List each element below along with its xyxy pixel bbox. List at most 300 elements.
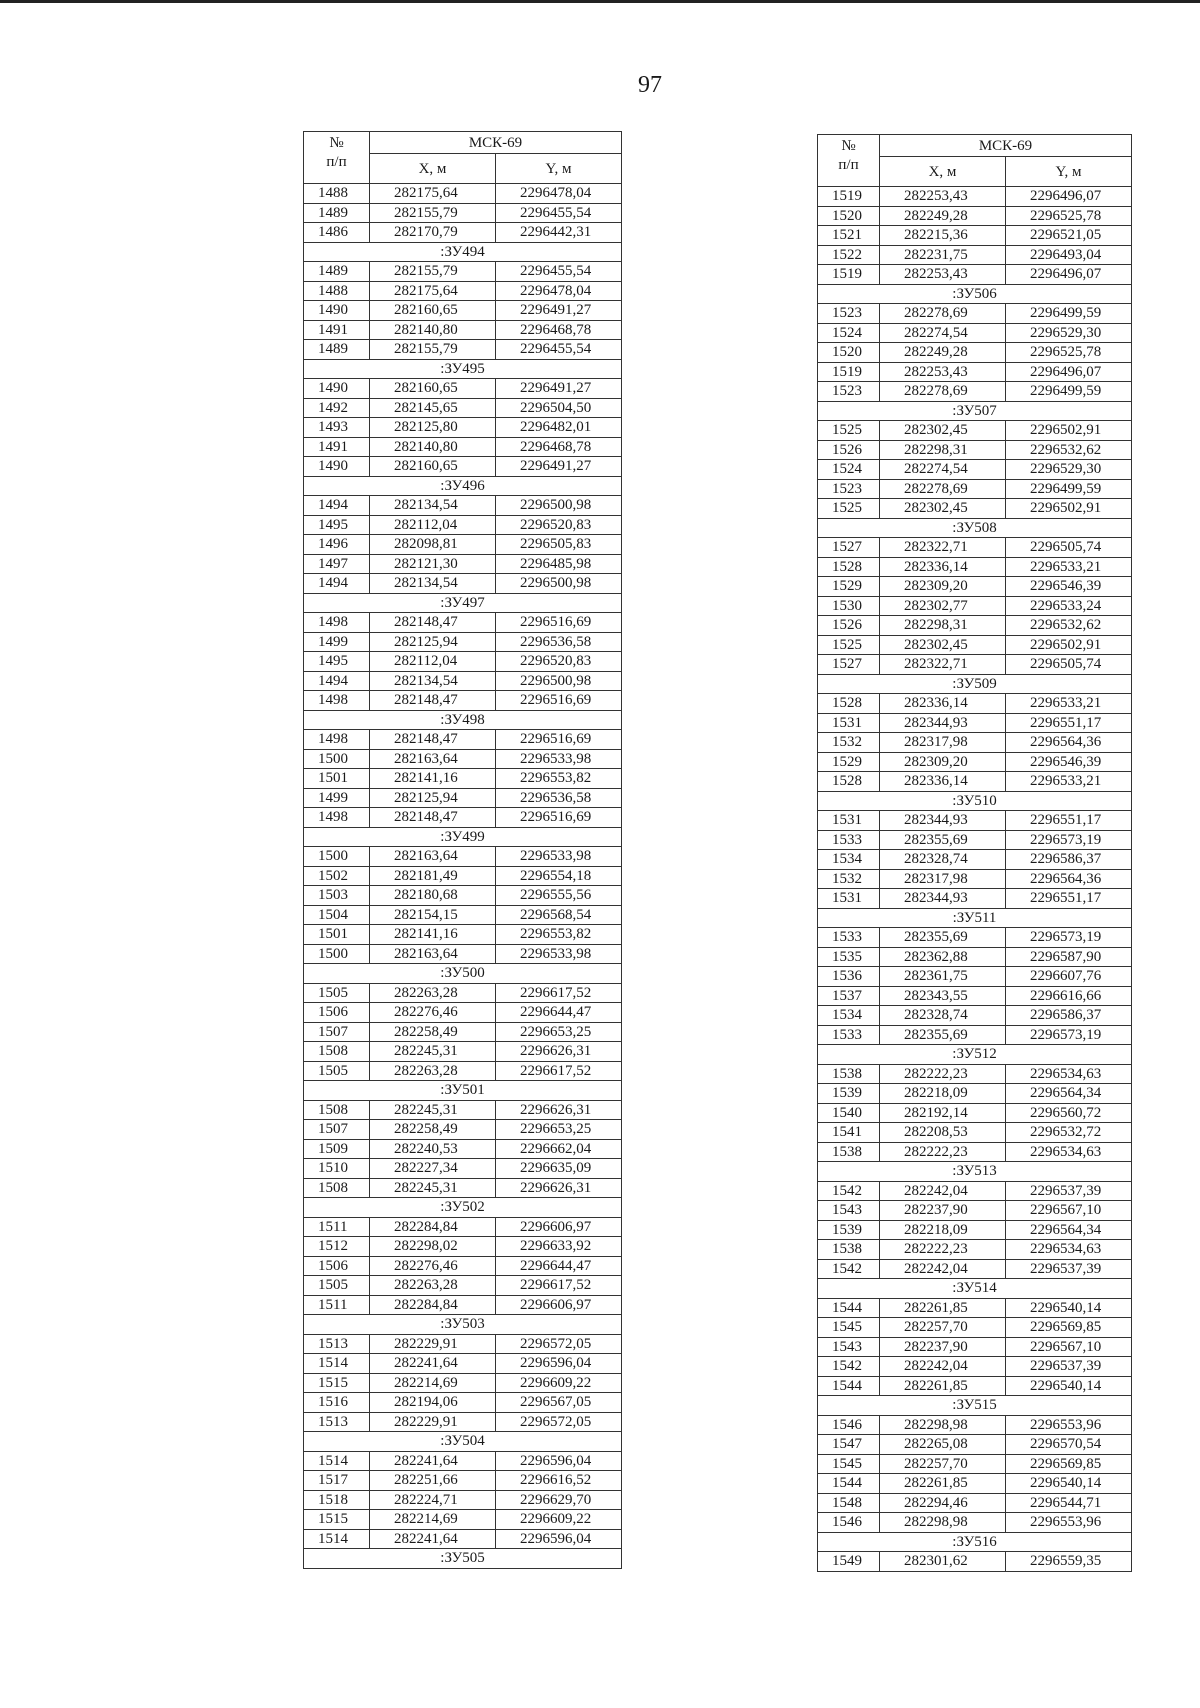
y-coordinate-cell: 2296564,36 bbox=[1006, 733, 1132, 753]
x-coordinate-cell: 282098,81 bbox=[370, 535, 496, 555]
section-row bbox=[304, 1432, 622, 1452]
x-coordinate-cell: 282125,94 bbox=[370, 788, 496, 808]
x-coordinate-cell: 282251,66 bbox=[370, 1471, 496, 1491]
point-number-cell: 1508 bbox=[304, 1042, 370, 1062]
table-row bbox=[818, 869, 1132, 889]
table-row bbox=[818, 323, 1132, 343]
section-row bbox=[818, 1162, 1132, 1182]
parcel-label: :ЗУ516 bbox=[818, 1532, 1132, 1552]
x-coordinate-cell: 282298,98 bbox=[880, 1415, 1006, 1435]
y-coordinate-cell: 2296521,05 bbox=[1006, 226, 1132, 246]
table-row bbox=[304, 320, 622, 340]
y-coordinate-cell: 2296533,21 bbox=[1006, 772, 1132, 792]
x-coordinate-cell: 282121,30 bbox=[370, 554, 496, 574]
parcel-label: :ЗУ510 bbox=[818, 791, 1132, 811]
point-number-cell: 1528 bbox=[818, 557, 880, 577]
y-coordinate-cell: 2296499,59 bbox=[1006, 382, 1132, 402]
point-number-cell: 1526 bbox=[818, 440, 880, 460]
point-number-cell: 1531 bbox=[818, 713, 880, 733]
x-coordinate-cell: 282336,14 bbox=[880, 772, 1006, 792]
x-coordinate-cell: 282253,43 bbox=[880, 362, 1006, 382]
y-coordinate-cell: 2296606,97 bbox=[496, 1217, 622, 1237]
table-row bbox=[304, 457, 622, 477]
point-number-cell: 1500 bbox=[304, 749, 370, 769]
x-coordinate-cell: 282261,85 bbox=[880, 1298, 1006, 1318]
x-coordinate-cell: 282344,93 bbox=[880, 889, 1006, 909]
y-coordinate-cell: 2296537,39 bbox=[1006, 1181, 1132, 1201]
point-number-cell: 1519 bbox=[818, 187, 880, 207]
table-row bbox=[818, 1493, 1132, 1513]
y-coordinate-cell: 2296533,24 bbox=[1006, 596, 1132, 616]
table-row bbox=[304, 223, 622, 243]
x-coordinate-cell: 282145,65 bbox=[370, 398, 496, 418]
x-coordinate-cell: 282160,65 bbox=[370, 379, 496, 399]
x-coordinate-cell: 282309,20 bbox=[880, 752, 1006, 772]
table-row bbox=[304, 1120, 622, 1140]
table-row bbox=[304, 301, 622, 321]
point-number-cell: 1508 bbox=[304, 1178, 370, 1198]
table-row bbox=[304, 1276, 622, 1296]
x-coordinate-cell: 282302,45 bbox=[880, 499, 1006, 519]
table-row bbox=[304, 515, 622, 535]
x-coordinate-cell: 282336,14 bbox=[880, 694, 1006, 714]
table-row bbox=[818, 1084, 1132, 1104]
y-coordinate-cell: 2296559,35 bbox=[1006, 1552, 1132, 1572]
x-coordinate-cell: 282218,09 bbox=[880, 1084, 1006, 1104]
y-coordinate-cell: 2296455,54 bbox=[496, 203, 622, 223]
parcel-label: :ЗУ505 bbox=[304, 1549, 622, 1569]
table-row bbox=[818, 226, 1132, 246]
section-row bbox=[818, 674, 1132, 694]
table-row bbox=[818, 1064, 1132, 1084]
point-number-cell: 1504 bbox=[304, 905, 370, 925]
x-coordinate-cell: 282328,74 bbox=[880, 850, 1006, 870]
x-coordinate-cell: 282284,84 bbox=[370, 1295, 496, 1315]
y-coordinate-cell: 2296586,37 bbox=[1006, 1006, 1132, 1026]
point-number-cell: 1545 bbox=[818, 1454, 880, 1474]
point-number-cell: 1500 bbox=[304, 944, 370, 964]
y-coordinate-cell: 2296516,69 bbox=[496, 613, 622, 633]
table-row bbox=[818, 713, 1132, 733]
table-row bbox=[818, 1376, 1132, 1396]
y-coordinate-cell: 2296606,97 bbox=[496, 1295, 622, 1315]
x-coordinate-cell: 282245,31 bbox=[370, 1178, 496, 1198]
point-number-cell: 1525 bbox=[818, 635, 880, 655]
y-coordinate-cell: 2296533,98 bbox=[496, 847, 622, 867]
point-number-cell: 1534 bbox=[818, 1006, 880, 1026]
point-number-cell: 1538 bbox=[818, 1240, 880, 1260]
parcel-label: :ЗУ512 bbox=[818, 1045, 1132, 1065]
point-number-cell: 1488 bbox=[304, 184, 370, 204]
point-number-cell: 1535 bbox=[818, 947, 880, 967]
table-row bbox=[818, 440, 1132, 460]
section-row bbox=[818, 1279, 1132, 1299]
x-coordinate-cell: 282155,79 bbox=[370, 203, 496, 223]
table-row bbox=[818, 1474, 1132, 1494]
x-coordinate-cell: 282218,09 bbox=[880, 1220, 1006, 1240]
x-coordinate-cell: 282241,64 bbox=[370, 1451, 496, 1471]
point-number-cell: 1533 bbox=[818, 830, 880, 850]
y-coordinate-cell: 2296596,04 bbox=[496, 1529, 622, 1549]
table-row bbox=[304, 398, 622, 418]
y-coordinate-cell: 2296478,04 bbox=[496, 184, 622, 204]
point-number-cell: 1498 bbox=[304, 730, 370, 750]
table-row bbox=[304, 281, 622, 301]
parcel-label: :ЗУ503 bbox=[304, 1315, 622, 1335]
point-number-cell: 1494 bbox=[304, 671, 370, 691]
table-row bbox=[818, 1318, 1132, 1338]
y-coordinate-cell: 2296573,19 bbox=[1006, 928, 1132, 948]
point-number-cell: 1486 bbox=[304, 223, 370, 243]
table-row bbox=[818, 577, 1132, 597]
x-coordinate-cell: 282249,28 bbox=[880, 343, 1006, 363]
section-row bbox=[818, 518, 1132, 538]
point-number-cell: 1507 bbox=[304, 1120, 370, 1140]
point-number-cell: 1522 bbox=[818, 245, 880, 265]
table-row bbox=[818, 499, 1132, 519]
y-coordinate-cell: 2296496,07 bbox=[1006, 362, 1132, 382]
point-number-cell: 1514 bbox=[304, 1529, 370, 1549]
table-row bbox=[818, 1357, 1132, 1377]
table-row bbox=[818, 245, 1132, 265]
y-coordinate-cell: 2296500,98 bbox=[496, 496, 622, 516]
y-coordinate-cell: 2296633,92 bbox=[496, 1237, 622, 1257]
point-number-cell: 1529 bbox=[818, 752, 880, 772]
point-number-cell: 1510 bbox=[304, 1159, 370, 1179]
section-row bbox=[818, 908, 1132, 928]
y-coordinate-cell: 2296609,22 bbox=[496, 1373, 622, 1393]
x-coordinate-cell: 282355,69 bbox=[880, 928, 1006, 948]
y-coordinate-cell: 2296529,30 bbox=[1006, 323, 1132, 343]
x-coordinate-cell: 282241,64 bbox=[370, 1354, 496, 1374]
x-coordinate-cell: 282263,28 bbox=[370, 1061, 496, 1081]
point-number-cell: 1532 bbox=[818, 869, 880, 889]
point-number-cell: 1501 bbox=[304, 769, 370, 789]
table-row bbox=[818, 421, 1132, 441]
point-number-cell: 1501 bbox=[304, 925, 370, 945]
y-coordinate-cell: 2296551,17 bbox=[1006, 713, 1132, 733]
y-coordinate-cell: 2296520,83 bbox=[496, 652, 622, 672]
table-row bbox=[818, 460, 1132, 480]
table-row bbox=[304, 1100, 622, 1120]
x-coordinate-cell: 282344,93 bbox=[880, 811, 1006, 831]
point-number-cell: 1512 bbox=[304, 1237, 370, 1257]
table-row bbox=[304, 866, 622, 886]
x-coordinate-cell: 282180,68 bbox=[370, 886, 496, 906]
point-number-cell: 1525 bbox=[818, 499, 880, 519]
y-coordinate-cell: 2296516,69 bbox=[496, 730, 622, 750]
table-row bbox=[304, 1334, 622, 1354]
x-coordinate-cell: 282249,28 bbox=[880, 206, 1006, 226]
coordinates-table-left bbox=[303, 131, 622, 1569]
y-coordinate-cell: 2296502,91 bbox=[1006, 499, 1132, 519]
x-column-header: X, м bbox=[880, 157, 1006, 187]
y-coordinate-cell: 2296499,59 bbox=[1006, 304, 1132, 324]
x-coordinate-cell: 282309,20 bbox=[880, 577, 1006, 597]
table-row bbox=[818, 1103, 1132, 1123]
table-row bbox=[818, 206, 1132, 226]
x-coordinate-cell: 282298,31 bbox=[880, 616, 1006, 636]
point-number-cell: 1546 bbox=[818, 1415, 880, 1435]
table-row bbox=[304, 1022, 622, 1042]
y-coordinate-cell: 2296607,76 bbox=[1006, 967, 1132, 987]
y-coordinate-cell: 2296534,63 bbox=[1006, 1240, 1132, 1260]
point-number-cell: 1531 bbox=[818, 811, 880, 831]
x-coordinate-cell: 282237,90 bbox=[880, 1201, 1006, 1221]
table-row bbox=[304, 1451, 622, 1471]
x-coordinate-cell: 282155,79 bbox=[370, 340, 496, 360]
y-coordinate-cell: 2296551,17 bbox=[1006, 889, 1132, 909]
x-coordinate-cell: 282229,91 bbox=[370, 1412, 496, 1432]
point-number-cell: 1490 bbox=[304, 301, 370, 321]
table-row bbox=[304, 944, 622, 964]
parcel-label: :ЗУ499 bbox=[304, 827, 622, 847]
x-coordinate-cell: 282245,31 bbox=[370, 1100, 496, 1120]
point-number-cell: 1519 bbox=[818, 265, 880, 285]
table-row bbox=[304, 983, 622, 1003]
x-coordinate-cell: 282253,43 bbox=[880, 265, 1006, 285]
x-coordinate-cell: 282148,47 bbox=[370, 613, 496, 633]
table-row bbox=[818, 1552, 1132, 1572]
table-row bbox=[304, 574, 622, 594]
point-number-cell: 1494 bbox=[304, 574, 370, 594]
y-coordinate-cell: 2296626,31 bbox=[496, 1178, 622, 1198]
point-number-cell: 1546 bbox=[818, 1513, 880, 1533]
y-coordinate-cell: 2296455,54 bbox=[496, 262, 622, 282]
parcel-label: :ЗУ496 bbox=[304, 476, 622, 496]
y-coordinate-cell: 2296609,22 bbox=[496, 1510, 622, 1530]
y-coordinate-cell: 2296596,04 bbox=[496, 1451, 622, 1471]
table-row bbox=[304, 730, 622, 750]
x-coordinate-cell: 282222,23 bbox=[880, 1142, 1006, 1162]
point-number-cell: 1513 bbox=[304, 1412, 370, 1432]
y-coordinate-cell: 2296478,04 bbox=[496, 281, 622, 301]
point-number-cell: 1528 bbox=[818, 772, 880, 792]
x-coordinate-cell: 282328,74 bbox=[880, 1006, 1006, 1026]
coordinate-system-header: МСК-69 bbox=[880, 135, 1132, 157]
point-number-cell: 1543 bbox=[818, 1201, 880, 1221]
top-rule bbox=[0, 0, 1200, 3]
point-number-cell: 1495 bbox=[304, 652, 370, 672]
point-number-cell: 1523 bbox=[818, 382, 880, 402]
point-number-cell: 1514 bbox=[304, 1354, 370, 1374]
point-number-cell: 1548 bbox=[818, 1493, 880, 1513]
section-row bbox=[818, 284, 1132, 304]
x-coordinate-cell: 282257,70 bbox=[880, 1454, 1006, 1474]
y-coordinate-cell: 2296567,10 bbox=[1006, 1337, 1132, 1357]
section-row bbox=[304, 1198, 622, 1218]
table-row bbox=[818, 1142, 1132, 1162]
table-row bbox=[818, 538, 1132, 558]
point-number-cell: 1491 bbox=[304, 320, 370, 340]
table-row bbox=[818, 947, 1132, 967]
x-coordinate-cell: 282148,47 bbox=[370, 808, 496, 828]
ordinal-label: п/п bbox=[838, 157, 859, 173]
y-coordinate-cell: 2296532,62 bbox=[1006, 440, 1132, 460]
x-coordinate-cell: 282336,14 bbox=[880, 557, 1006, 577]
table-row bbox=[304, 1412, 622, 1432]
table-row bbox=[304, 749, 622, 769]
y-coordinate-cell: 2296596,04 bbox=[496, 1354, 622, 1374]
table-row bbox=[304, 1042, 622, 1062]
parcel-label: :ЗУ513 bbox=[818, 1162, 1132, 1182]
y-coordinate-cell: 2296554,18 bbox=[496, 866, 622, 886]
y-coordinate-cell: 2296626,31 bbox=[496, 1100, 622, 1120]
y-coordinate-cell: 2296533,21 bbox=[1006, 557, 1132, 577]
x-coordinate-cell: 282229,91 bbox=[370, 1334, 496, 1354]
point-number-cell: 1491 bbox=[304, 437, 370, 457]
y-coordinate-cell: 2296560,72 bbox=[1006, 1103, 1132, 1123]
point-number-cell: 1543 bbox=[818, 1337, 880, 1357]
point-number-cell: 1526 bbox=[818, 616, 880, 636]
table-row bbox=[818, 967, 1132, 987]
point-number-cell: 1537 bbox=[818, 986, 880, 1006]
point-number-cell: 1523 bbox=[818, 479, 880, 499]
table-row bbox=[304, 613, 622, 633]
section-row bbox=[304, 242, 622, 262]
section-row bbox=[304, 593, 622, 613]
x-coordinate-cell: 282237,90 bbox=[880, 1337, 1006, 1357]
y-coordinate-cell: 2296485,98 bbox=[496, 554, 622, 574]
point-number-cell: 1489 bbox=[304, 340, 370, 360]
y-coordinate-cell: 2296505,74 bbox=[1006, 538, 1132, 558]
point-number-cell: 1533 bbox=[818, 1025, 880, 1045]
x-coordinate-cell: 282242,04 bbox=[880, 1357, 1006, 1377]
x-coordinate-cell: 282222,23 bbox=[880, 1240, 1006, 1260]
y-coordinate-cell: 2296653,25 bbox=[496, 1120, 622, 1140]
y-coordinate-cell: 2296635,09 bbox=[496, 1159, 622, 1179]
table-row bbox=[818, 1513, 1132, 1533]
point-number-cell: 1541 bbox=[818, 1123, 880, 1143]
table-row bbox=[818, 752, 1132, 772]
x-coordinate-cell: 282134,54 bbox=[370, 496, 496, 516]
number-sign-label: № bbox=[329, 135, 344, 151]
x-coordinate-cell: 282261,85 bbox=[880, 1474, 1006, 1494]
y-coordinate-cell: 2296534,63 bbox=[1006, 1064, 1132, 1084]
point-number-cell: 1507 bbox=[304, 1022, 370, 1042]
y-coordinate-cell: 2296533,98 bbox=[496, 749, 622, 769]
point-number-cell: 1542 bbox=[818, 1357, 880, 1377]
point-number-cell: 1498 bbox=[304, 808, 370, 828]
parcel-label: :ЗУ514 bbox=[818, 1279, 1132, 1299]
x-coordinate-cell: 282355,69 bbox=[880, 1025, 1006, 1045]
y-coordinate-cell: 2296573,19 bbox=[1006, 1025, 1132, 1045]
x-coordinate-cell: 282302,77 bbox=[880, 596, 1006, 616]
table-row bbox=[304, 1295, 622, 1315]
point-number-cell: 1515 bbox=[304, 1510, 370, 1530]
x-coordinate-cell: 282134,54 bbox=[370, 574, 496, 594]
table-row bbox=[818, 655, 1132, 675]
table-body bbox=[304, 184, 622, 1569]
point-number-cell: 1518 bbox=[304, 1490, 370, 1510]
x-coordinate-cell: 282284,84 bbox=[370, 1217, 496, 1237]
y-coordinate-cell: 2296455,54 bbox=[496, 340, 622, 360]
x-coordinate-cell: 282214,69 bbox=[370, 1373, 496, 1393]
point-number-cell: 1544 bbox=[818, 1474, 880, 1494]
point-number-cell: 1500 bbox=[304, 847, 370, 867]
point-number-cell: 1499 bbox=[304, 788, 370, 808]
x-coordinate-cell: 282276,46 bbox=[370, 1256, 496, 1276]
y-coordinate-cell: 2296533,98 bbox=[496, 944, 622, 964]
table-row bbox=[304, 1373, 622, 1393]
y-coordinate-cell: 2296532,72 bbox=[1006, 1123, 1132, 1143]
point-number-cell: 1513 bbox=[304, 1334, 370, 1354]
point-number-cell: 1515 bbox=[304, 1373, 370, 1393]
point-number-cell: 1527 bbox=[818, 538, 880, 558]
y-coordinate-cell: 2296502,91 bbox=[1006, 421, 1132, 441]
point-number-cell: 1498 bbox=[304, 613, 370, 633]
y-coordinate-cell: 2296499,59 bbox=[1006, 479, 1132, 499]
table-row bbox=[304, 554, 622, 574]
point-number-cell: 1514 bbox=[304, 1451, 370, 1471]
parcel-label: :ЗУ508 bbox=[818, 518, 1132, 538]
y-coordinate-cell: 2296568,54 bbox=[496, 905, 622, 925]
x-coordinate-cell: 282322,71 bbox=[880, 538, 1006, 558]
y-coordinate-cell: 2296617,52 bbox=[496, 983, 622, 1003]
y-coordinate-cell: 2296540,14 bbox=[1006, 1376, 1132, 1396]
table-row bbox=[818, 616, 1132, 636]
table-row bbox=[304, 1393, 622, 1413]
x-coordinate-cell: 282240,53 bbox=[370, 1139, 496, 1159]
x-coordinate-cell: 282298,31 bbox=[880, 440, 1006, 460]
section-row bbox=[304, 1315, 622, 1335]
y-coordinate-cell: 2296616,66 bbox=[1006, 986, 1132, 1006]
point-number-cell: 1544 bbox=[818, 1376, 880, 1396]
y-coordinate-cell: 2296567,10 bbox=[1006, 1201, 1132, 1221]
table-row bbox=[304, 632, 622, 652]
y-coordinate-cell: 2296569,85 bbox=[1006, 1454, 1132, 1474]
y-coordinate-cell: 2296616,52 bbox=[496, 1471, 622, 1491]
table-row bbox=[304, 1061, 622, 1081]
section-row bbox=[304, 476, 622, 496]
y-coordinate-cell: 2296546,39 bbox=[1006, 752, 1132, 772]
table-row bbox=[818, 635, 1132, 655]
x-coordinate-cell: 282112,04 bbox=[370, 652, 496, 672]
point-number-cell: 1531 bbox=[818, 889, 880, 909]
y-coordinate-cell: 2296553,96 bbox=[1006, 1513, 1132, 1533]
y-coordinate-cell: 2296564,34 bbox=[1006, 1084, 1132, 1104]
x-coordinate-cell: 282112,04 bbox=[370, 515, 496, 535]
number-column-header bbox=[818, 135, 880, 187]
point-number-cell: 1549 bbox=[818, 1552, 880, 1572]
y-coordinate-cell: 2296516,69 bbox=[496, 808, 622, 828]
section-row bbox=[818, 1396, 1132, 1416]
page-number: 97 bbox=[638, 72, 662, 98]
point-number-cell: 1505 bbox=[304, 1061, 370, 1081]
y-coordinate-cell: 2296644,47 bbox=[496, 1256, 622, 1276]
y-coordinate-cell: 2296502,91 bbox=[1006, 635, 1132, 655]
table-row bbox=[818, 1415, 1132, 1435]
y-coordinate-cell: 2296587,90 bbox=[1006, 947, 1132, 967]
y-coordinate-cell: 2296493,04 bbox=[1006, 245, 1132, 265]
table-row bbox=[304, 262, 622, 282]
table-row bbox=[304, 1529, 622, 1549]
table-row bbox=[304, 886, 622, 906]
point-number-cell: 1489 bbox=[304, 262, 370, 282]
point-number-cell: 1511 bbox=[304, 1295, 370, 1315]
x-coordinate-cell: 282148,47 bbox=[370, 691, 496, 711]
section-row bbox=[304, 359, 622, 379]
x-coordinate-cell: 282224,71 bbox=[370, 1490, 496, 1510]
table-row bbox=[304, 808, 622, 828]
y-coordinate-cell: 2296496,07 bbox=[1006, 265, 1132, 285]
point-number-cell: 1520 bbox=[818, 206, 880, 226]
x-coordinate-cell: 282317,98 bbox=[880, 733, 1006, 753]
x-coordinate-cell: 282222,23 bbox=[880, 1064, 1006, 1084]
parcel-label: :ЗУ515 bbox=[818, 1396, 1132, 1416]
point-number-cell: 1499 bbox=[304, 632, 370, 652]
table-row bbox=[304, 1178, 622, 1198]
